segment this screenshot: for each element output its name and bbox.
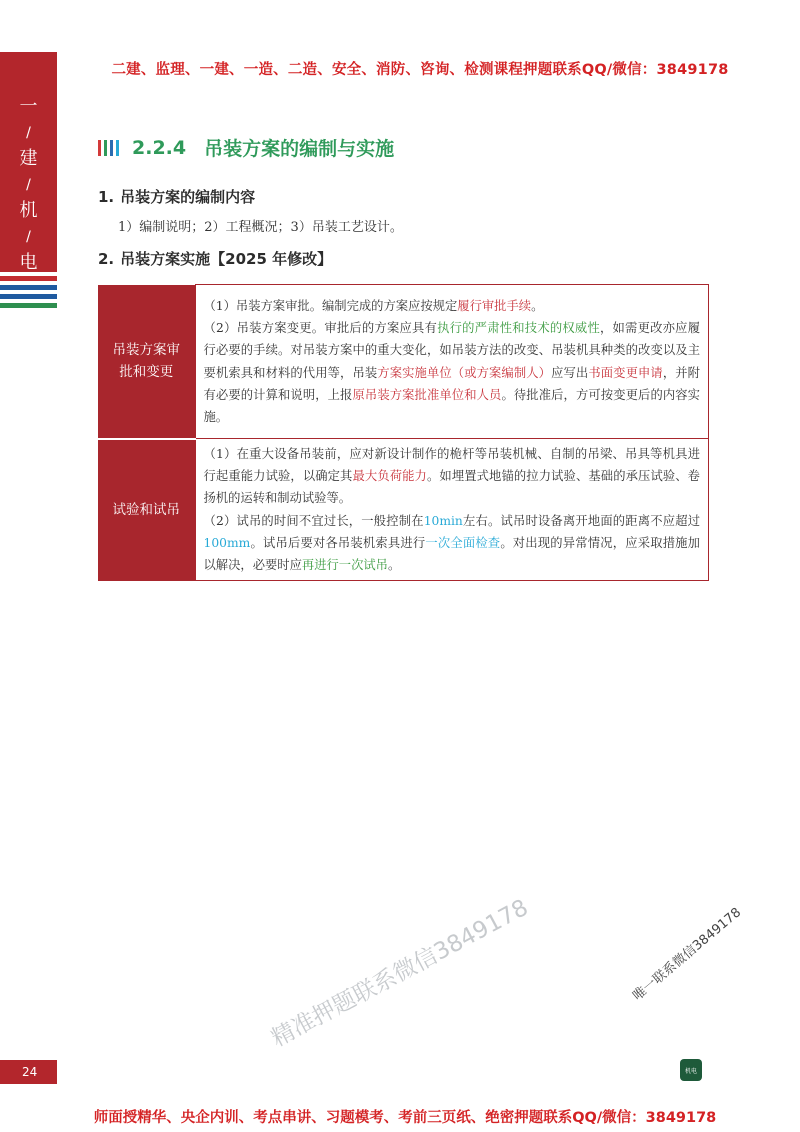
corner-logo-icon: 机电 [680, 1059, 702, 1081]
subheading-title: 吊装方案的编制内容 [120, 188, 256, 206]
paragraph: （2）吊装方案变更。审批后的方案应具有执行的严肃性和技术的权威性，如需更改亦应履行必要的手续。对吊装方案中的重大变化，如吊装方法的改变、吊装机具种类的改变以及主要机索具和材料的代用等，吊装方案实施单位（或方案编制人）应写出书面变更申请，并附有必要的计算和说明，上报原吊装方案批准单位和人员。待批准后，方可按变更后的内容实施。 [203, 321, 700, 424]
content-table [98, 284, 709, 581]
side-tab [0, 52, 57, 272]
watermark-small: 唯一联系微信3849178 [630, 905, 745, 1004]
side-tab-char: 电 [19, 252, 38, 273]
highlight-text: 方案实施单位（或方案编制人） [377, 365, 552, 380]
subheading-number: 1. [98, 188, 115, 206]
subheading-title: 吊装方案实施【2025 年修改】 [120, 250, 333, 268]
row-content [195, 285, 709, 439]
section-heading [98, 134, 394, 161]
subheading-1-text: 1）编制说明；2）工程概况；3）吊装工艺设计。 [118, 220, 403, 235]
paragraph: （1）在重大设备吊装前，应对新设计制作的桅杆等吊装机械、自制的吊梁、吊具等机具进行起重能力试验，以确定其最大负荷能力。如埋置式地锚的拉力试验、基础的承压试验、卷扬机的运转和制动试验等。 [203, 447, 700, 506]
row-header: 试验和试吊 [98, 439, 195, 581]
highlight-text: 再进行一次试吊 [301, 558, 388, 573]
table-row [98, 285, 709, 439]
stripe-red [0, 276, 57, 281]
table-row [98, 439, 709, 581]
side-color-stripes [0, 276, 57, 312]
highlight-text: 书面变更申请 [588, 365, 663, 380]
paragraph: （2）试吊的时间不宜过长，一般控制在10min左右。试吊时设备离开地面的距离不应超过100mm。试吊后要对各吊装机索具进行一次全面检查。对出现的异常情况，应采取措施加以解决，必要时应再进行一次试吊。 [203, 513, 700, 573]
highlight-text: 履行审批手续 [457, 298, 532, 313]
highlight-text: 100mm [203, 535, 251, 550]
highlight-text: 10min [423, 513, 463, 528]
side-tab-char: / [26, 229, 31, 245]
subheading-1 [98, 186, 255, 207]
footer-promo: 师面授精华、央企内训、考点串讲、习题模考、考前三页纸、绝密押题联系QQ/微信：3849178 [93, 1110, 717, 1126]
highlight-text: 执行的严肃性和技术的权威性 [437, 321, 600, 336]
side-tab-char: / [26, 125, 31, 141]
side-tab-char: 建 [19, 148, 38, 169]
highlight-text: 原吊装方案批准单位和人员 [352, 387, 502, 402]
row-content [195, 439, 709, 581]
page-number: 24 [0, 1060, 57, 1084]
stripe-blue [0, 294, 57, 299]
watermark-large: 精准押题联系微信3849178 [267, 894, 533, 1053]
stripe-blue [0, 285, 57, 290]
subheading-number: 2. [98, 250, 115, 268]
side-tab-char: 一 [19, 96, 38, 117]
row-header: 吊装方案审批和变更 [98, 285, 195, 439]
header-promo: 二建、监理、一建、一造、二造、安全、消防、咨询、检测课程押题联系QQ/微信：3849178 [111, 62, 729, 78]
paragraph: （1）吊装方案审批。编制完成的方案应按规定履行审批手续。 [203, 298, 544, 313]
side-tab-char: 机 [19, 200, 38, 221]
section-bars-icon [98, 140, 122, 156]
section-number: 2.2.4 [132, 136, 187, 159]
section-title: 吊装方案的编制与实施 [204, 138, 395, 160]
stripe-green [0, 303, 57, 308]
side-tab-char: / [26, 177, 31, 193]
subheading-2 [98, 248, 332, 269]
highlight-text: 最大负荷能力 [352, 469, 427, 484]
highlight-text: 一次全面检查 [425, 535, 501, 550]
